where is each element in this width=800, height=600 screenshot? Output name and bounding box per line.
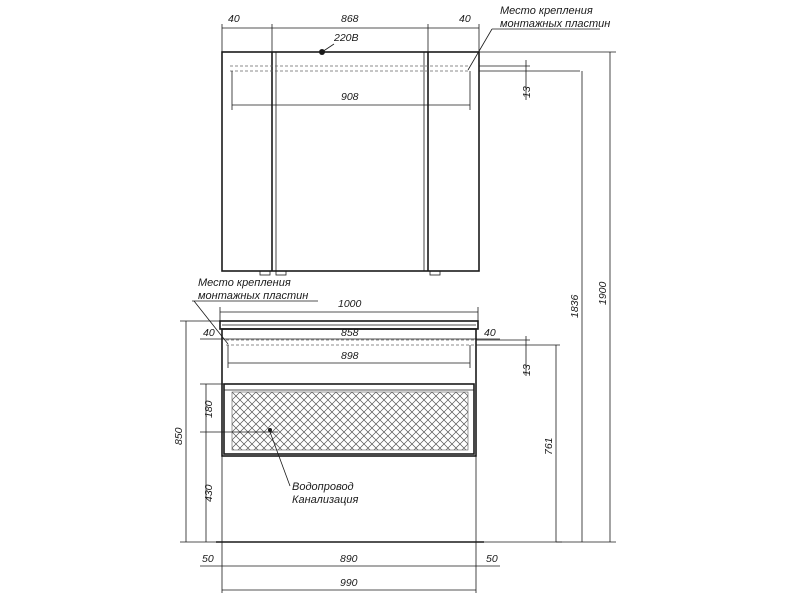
vanity-dim-floor-height: 430 bbox=[203, 484, 215, 502]
vanity-dim-top-width: 1000 bbox=[338, 298, 362, 310]
mirror-note-leader bbox=[468, 29, 492, 70]
utility-line1: Водопровод bbox=[292, 481, 354, 493]
vanity-dim-plate-offset: 13 bbox=[521, 364, 533, 376]
vanity-dim-outer-width: 990 bbox=[340, 577, 358, 589]
power-label: 220В bbox=[334, 32, 359, 44]
utility-line2: Канализация bbox=[292, 494, 359, 506]
mirror-dim-plate-span: 908 bbox=[341, 91, 359, 103]
overall-heights bbox=[479, 52, 616, 542]
drawer-mesh-panel bbox=[232, 392, 468, 450]
vanity-dim-inner: 858 bbox=[341, 327, 359, 339]
vanity-dim-wall-right: 50 bbox=[486, 553, 498, 565]
dim-mirror-plate-height: 1836 bbox=[569, 294, 581, 318]
utility-point bbox=[268, 428, 272, 432]
vanity-dim-total-height: 850 bbox=[173, 427, 185, 445]
vanity-dim-drawer-height: 180 bbox=[203, 400, 215, 418]
mirror-dim-plate-offset: 13 bbox=[521, 86, 533, 98]
vanity-dim-wall-left: 50 bbox=[202, 553, 214, 565]
vanity-dim-body-width: 890 bbox=[340, 553, 358, 565]
dim-mirror-top-height: 1900 bbox=[597, 281, 609, 305]
vanity-note-line1: Место крепления bbox=[198, 277, 291, 289]
mirror-note-line2: монтажных пластин bbox=[500, 18, 611, 30]
vanity-dim-side-right: 40 bbox=[484, 327, 496, 339]
mirror-dim-side-right: 40 bbox=[459, 13, 471, 25]
mirror-note-line1: Место крепления bbox=[500, 5, 593, 17]
vanity-unit bbox=[173, 277, 562, 593]
vanity-note-line2: монтажных пластин bbox=[198, 290, 309, 302]
mirror-dim-center: 868 bbox=[341, 13, 359, 25]
vanity-dim-plate-span: 898 bbox=[341, 350, 359, 362]
mirror-cabinet-body bbox=[222, 52, 479, 271]
vanity-dim-side-left: 40 bbox=[203, 327, 215, 339]
vanity-dim-mount-height: 761 bbox=[543, 437, 555, 455]
mirror-cabinet bbox=[222, 5, 610, 275]
mirror-dim-side-left: 40 bbox=[228, 13, 240, 25]
power-leader bbox=[322, 44, 334, 52]
